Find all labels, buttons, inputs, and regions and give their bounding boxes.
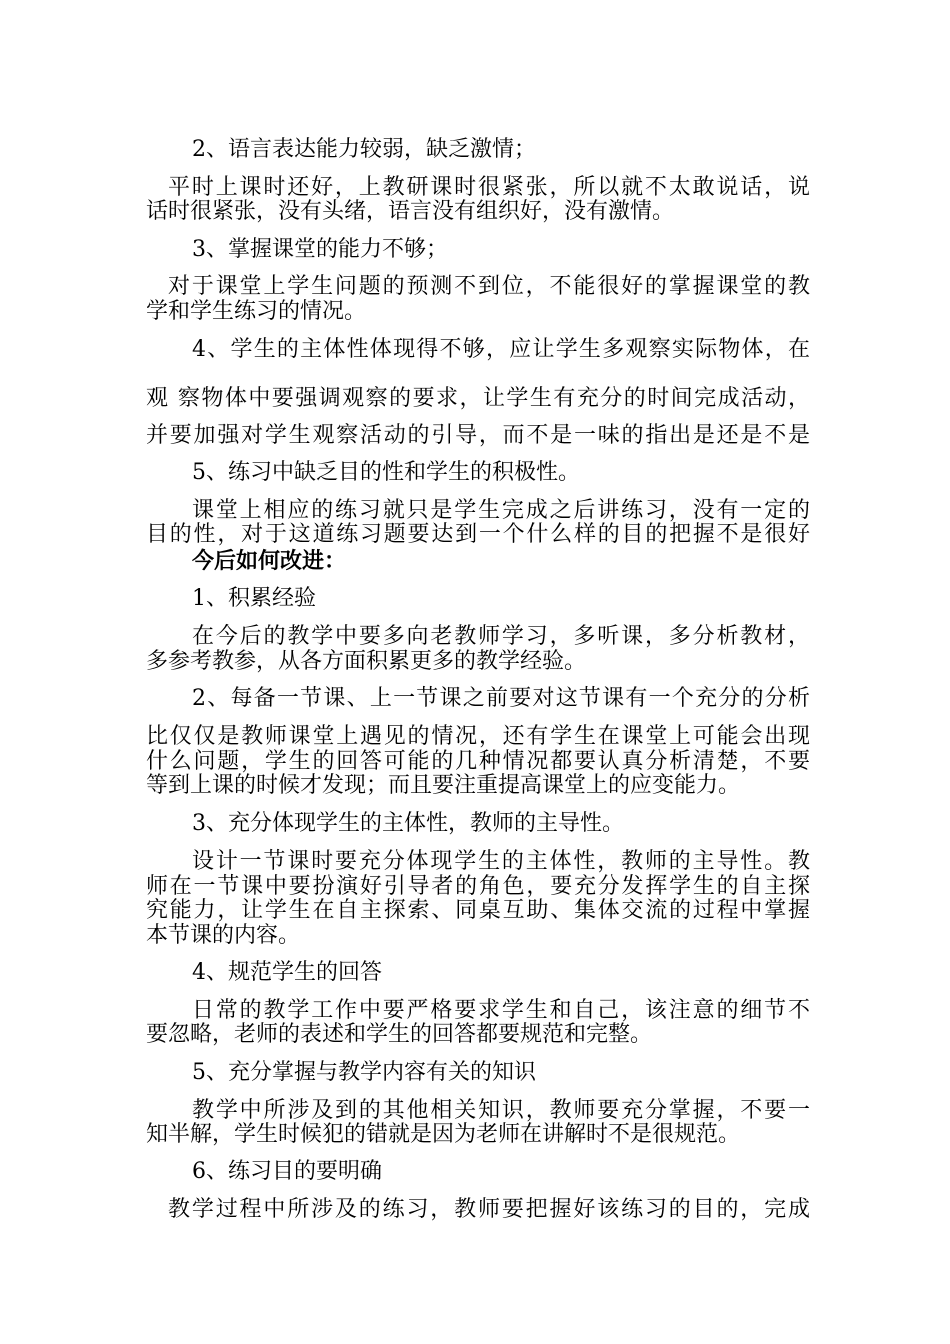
paragraph-line: 目的性，对于这道练习题要达到一个什么样的目的把握不是很好 [146,522,810,547]
paragraph-line: 平时上课时还好，上教研课时很紧张，所以就不太敢说话，说 [168,175,810,200]
paragraph-line: 等到上课的时候才发现；而且要注重提高课堂上的应变能力。 [146,773,741,798]
paragraph-line: 比仅仅是教师课堂上遇见的情况，还有学生在课堂上可能会出现 [146,724,810,749]
paragraph-line: 要忽略，老师的表述和学生的回答都要规范和完整。 [146,1022,653,1047]
paragraph-line: 并要加强对学生观察活动的引导，而不是一味的指出是还是不是 [146,423,810,448]
paragraph-line: 日常的教学工作中要严格要求学生和自己，该注意的细节不 [192,998,810,1023]
paragraph-line: 教学过程中所涉及的练习，教师要把握好该练习的目的，完成 [168,1197,810,1222]
paragraph-line: 设计一节课时要充分体现学生的主体性，教师的主导性。教 [192,849,810,874]
heading-standardize-answers: 4、规范学生的回答 [192,960,382,985]
heading-language-expression: 2、语言表达能力较弱，缺乏激情； [192,137,536,162]
paragraph-line: 观 察物体中要强调观察的要求，让学生有充分的时间完成活动， [146,386,810,411]
heading-lesson-analysis: 2、每备一节课、上一节课之前要对这节课有一个充分的分析 [192,686,810,711]
paragraph-line: 学和学生练习的情况。 [146,299,367,324]
paragraph-line: 课堂上相应的练习就只是学生完成之后讲练习，没有一定的 [192,498,810,523]
paragraph-line: 在今后的教学中要多向老教师学习，多听课，多分析教材， [192,624,810,649]
heading-practice-goals: 6、练习目的要明确 [192,1159,382,1184]
paragraph-line: 师在一节课中要扮演好引导者的角色，要充分发挥学生的自主探 [146,874,810,899]
paragraph-line: 多参考教参，从各方面积累更多的教学经验。 [146,649,587,674]
paragraph-line: 话时很紧张，没有头绪，语言没有组织好，没有激情。 [146,199,675,224]
paragraph-line: 本节课的内容。 [146,923,301,948]
heading-practice-purpose: 5、练习中缺乏目的性和学生的积极性。 [192,460,580,485]
paragraph-line: 教学中所涉及到的其他相关知识，教师要充分掌握，不要一 [192,1098,810,1123]
heading-related-knowledge: 5、充分掌握与教学内容有关的知识 [192,1060,536,1085]
paragraph-line: 究能力，让学生在自主探索、同桌互助、集体交流的过程中掌握 [146,898,810,923]
heading-accumulate-experience: 1、积累经验 [192,586,316,611]
heading-subject-and-guidance: 3、充分体现学生的主体性，教师的主导性。 [192,811,624,836]
heading-student-subjectivity: 4、学生的主体性体现得不够，应让学生多观察实际物体，在 [192,337,810,362]
heading-classroom-control: 3、掌握课堂的能力不够； [192,237,448,262]
paragraph-line: 对于课堂上学生问题的预测不到位，不能很好的掌握课堂的教 [168,274,810,299]
section-title-improvement: 今后如何改进： [192,548,347,574]
paragraph-line: 知半解，学生时候犯的错就是因为老师在讲解时不是很规范。 [146,1122,741,1147]
paragraph-line: 什么问题，学生的回答可能的几种情况都要认真分析清楚，不要 [146,749,810,774]
